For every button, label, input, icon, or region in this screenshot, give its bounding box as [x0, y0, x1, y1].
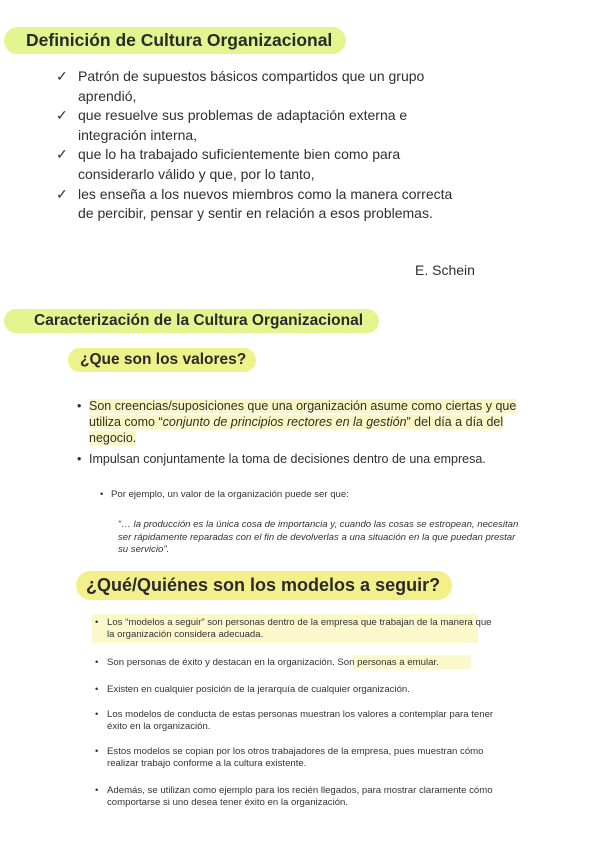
bullet-icon: •	[77, 399, 82, 413]
checkmark-icon: ✓	[56, 107, 68, 124]
definition-checklist	[56, 67, 466, 224]
values-bullet-definition: • Son creencias/suposiciones que una organización asume como ciertas y que utiliza como “conjunto de principios rectores en la gestión” del día a día del negocio.	[77, 399, 517, 445]
models-bullet: • Los modelos de conducta de estas personas muestran los valores a contemplar para tener éxito en la organización.	[95, 709, 494, 733]
bullet-icon: •	[95, 785, 99, 796]
checkmark-icon: ✓	[56, 146, 68, 163]
checklist-item: ✓ que lo ha trabajado suficientemente bien como para considerarlo válido y que, por lo tanto,	[56, 146, 401, 182]
section-title-definicion: Definición de Cultura Organizacional	[4, 27, 346, 54]
models-bullet: • Son personas de éxito y destacan en la organización. Son personas a emular.	[95, 657, 439, 668]
bullet-icon: •	[95, 657, 99, 668]
bullet-icon: •	[100, 489, 104, 500]
values-bullet-decisions: • Impulsan conjuntamente la toma de decisiones dentro de una empresa.	[77, 452, 486, 466]
models-bullet: • Estos modelos se copian por los otros trabajadores de la empresa, pues muestran cómo realizar trabajo conforme a la cultura existente.	[95, 746, 484, 770]
example-quote: “… la producción es la única cosa de importancia y, cuando las cosas se estropean, necesitan ser rápidamente reparadas con el fin de devolverlas a una situación en la que puedan prestar su servicio”.	[118, 519, 519, 555]
author-attribution: E. Schein	[415, 262, 475, 278]
models-bullet: • Existen en cualquier posición de la jerarquía de cualquier organización.	[95, 684, 410, 695]
models-bullet: • Además, se utilizan como ejemplo para los recién llegados, para mostrar claramente cómo comportarse si uno desea tener éxito en la organización.	[95, 785, 493, 809]
checklist-item: ✓ que resuelve sus problemas de adaptación externa e integración interna,	[56, 107, 408, 143]
checklist-item: ✓ les enseña a los nuevos miembros como la manera correcta de percibir, pensar y sentir en relación a esos problemas.	[56, 185, 453, 222]
checkmark-icon: ✓	[56, 68, 68, 84]
models-bullet: • Los “modelos a seguir” son personas dentro de la empresa que trabajan de la manera que la organización considera adecuada.	[95, 617, 492, 641]
bullet-icon: •	[77, 452, 82, 466]
values-heading: ¿Que son los valores?	[68, 348, 256, 372]
checklist-item: ✓ Patrón de supuestos básicos compartidos que un grupo aprendió,	[56, 68, 425, 104]
section-title-caracterizacion: Caracterización de la Cultura Organizacional	[4, 309, 379, 333]
bullet-icon: •	[95, 684, 99, 695]
checkmark-icon: ✓	[56, 185, 68, 202]
bullet-icon: •	[95, 746, 99, 757]
bullet-icon: •	[95, 709, 99, 720]
example-intro: • Por ejemplo, un valor de la organización puede ser que:	[100, 489, 349, 500]
models-heading: ¿Qué/Quiénes son los modelos a seguir?	[76, 571, 452, 600]
bullet-icon: •	[95, 617, 99, 628]
